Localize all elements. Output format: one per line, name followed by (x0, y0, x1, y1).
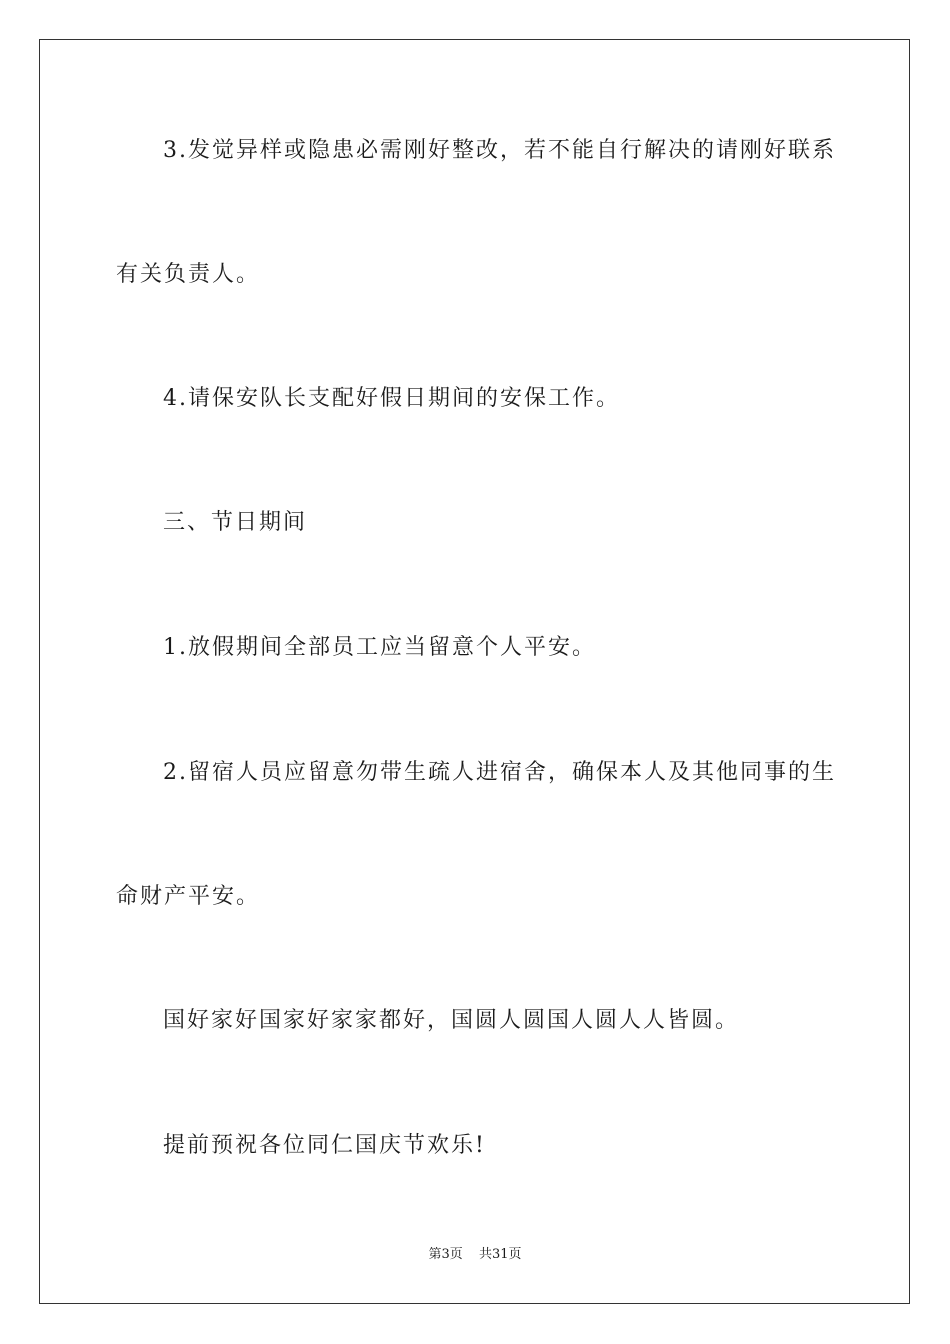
page-frame (39, 39, 910, 1304)
paragraph-holiday-item-2-line-2: 命财产平安。 (116, 884, 261, 909)
paragraph-item-4: 4.请保安队长支配好假日期间的安保工作。 (163, 386, 620, 411)
page-total: 共31页 (478, 1247, 522, 1262)
paragraph-holiday-item-1: 1.放假期间全部员工应当留意个人平安。 (163, 635, 596, 660)
paragraph-item-3-line-2: 有关负责人。 (116, 262, 261, 287)
page-number: 第3页 (428, 1247, 463, 1262)
section-heading-holiday: 三、节日期间 (163, 510, 308, 535)
page-footer (0, 1246, 950, 1264)
paragraph-item-3-line-1: 3.发觉异样或隐患必需刚好整改，若不能自行解决的请刚好联系 (163, 138, 836, 163)
paragraph-holiday-item-2-line-1: 2.留宿人员应留意勿带生疏人进宿舍，确保本人及其他同事的生 (163, 760, 836, 785)
paragraph-greeting: 国好家好国家好家家都好，国圆人圆国人圆人人皆圆。 (163, 1008, 740, 1033)
paragraph-wishes: 提前预祝各位同仁国庆节欢乐! (163, 1133, 486, 1158)
